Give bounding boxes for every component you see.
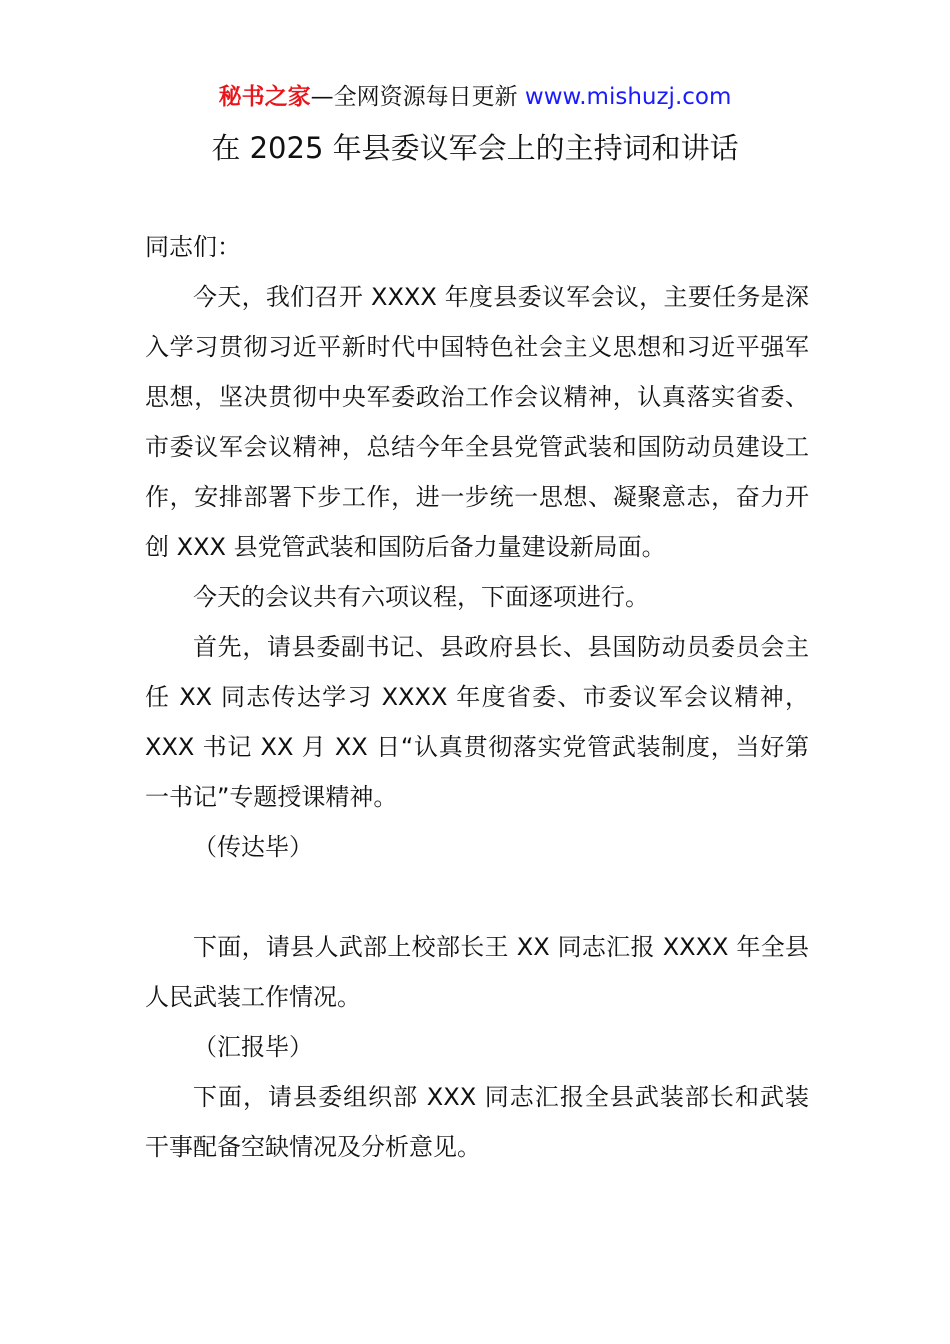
blank-line [145,872,809,922]
paragraph-note-relay-done: （传达毕） [193,833,313,861]
paragraph-item-3: 下面，请县委组织部 XXX 同志汇报全县武装部长和武装干事配备空缺情况及分析意见。 [145,1083,809,1161]
header-tagline: —全网资源每日更新 [310,84,518,110]
document-body [145,222,809,1172]
document-title: 在 2025 年县委议军会上的主持词和讲话 [211,131,739,165]
paragraph-note-report-done: （汇报毕） [193,1033,313,1061]
site-header [0,82,950,112]
paragraph-opening: 今天，我们召开 XXXX 年度县委议军会议，主要任务是深入学习贯彻习近平新时代中国特色社会主义思想和习近平强军思想，坚决贯彻中央军委政治工作会议精神，认真落实省委、市委议军会议精神，总结今年全县党管武装和国防动员建设工作，安排部署下步工作，进一步统一思想、凝聚意志，奋力开创 XXX 县党管武装和国防后备力量建设新局面。 [145,283,809,561]
paragraph-item-2: 下面，请县人武部上校部长王 XX 同志汇报 XXXX 年全县人民武装工作情况。 [145,933,809,1011]
paragraph-item-1: 首先，请县委副书记、县政府县长、县国防动员委员会主任 XX 同志传达学习 XXXX 年度省委、市委议军会议精神，XXX 书记 XX 月 XX 日“认真贯彻落实党管武装制度，当好第一书记”专题授课精神。 [145,633,809,811]
salutation: 同志们： [145,233,241,261]
site-url-link[interactable]: www.mishuzj.com [524,84,732,110]
paragraph-agenda: 今天的会议共有六项议程，下面逐项进行。 [193,583,649,611]
brand-name: 秘书之家 [218,84,311,110]
